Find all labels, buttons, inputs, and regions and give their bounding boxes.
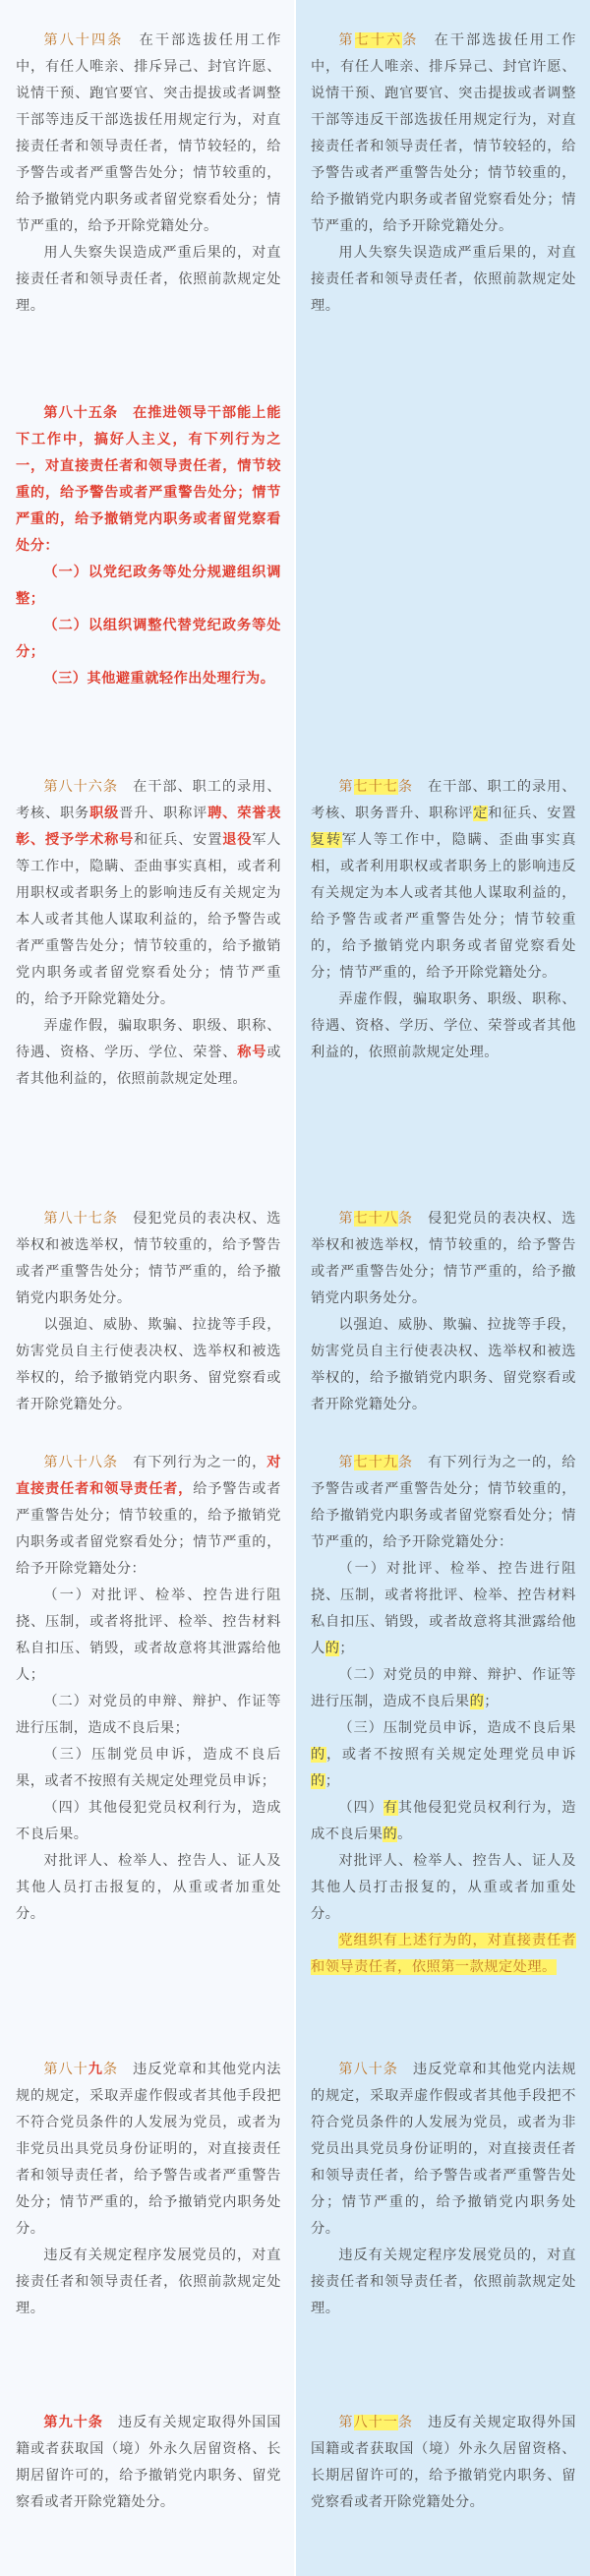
article-body-2: 用人失察失误造成严重后果的，对直接责任者和领导责任者，依照前款规定处理。: [16, 245, 281, 314]
article-number-highlight: 七十六: [354, 32, 403, 48]
article-number: 第八十六条: [43, 779, 119, 795]
article-88-left: 第八十八条 有下列行为之一的，对直接责任者和领导责任者，给予警告或者严重警告处分；情节较重的，给予撤销党内职务或者留党察看处分；情节严重的，给予开除党籍处分： （一）对批评、检举、控告进行阻挠、压制，或者将批评、检举、控告材料私自扣压、销毁，或者故意将其泄露给他人； （二）对党员的申辩、辩护、作证等进行压制，造成不良后果； （三）压制党员申诉，造成不良后果，或者不按照有关规定处理党员申诉； （四）其他侵犯党员权利行为，造成不良后果。 对批评人、检举人、控告人、证人及其他人员打击报复的，从重或者加重处分。: [16, 1455, 281, 1922]
article-85-left: [0, 400, 295, 692]
article-85-item-3: （三）其他避重就轻作出处理行为。: [43, 671, 275, 687]
article-85-item-1: （一）以党纪政务等处分规避组织调整；: [16, 565, 281, 607]
added-clause-highlight: 党组织有上述行为的，对直接责任者和领导责任者，依照第一款规定处理。: [311, 1933, 576, 1975]
article-body-2: 弄虚作假，骗取职务、职级、职称、待遇、资格、学历、学位、荣誉或者其他利益的，依照前款规定处理。: [311, 991, 576, 1060]
article-85-body: 第八十五条 在推进领导干部能上能下工作中，搞好人主义，有下列行为之一，对直接责任者和领导责任者，情节较重的，给予警告或者严重警告处分；情节严重的，给予撤销党内职务或者留党察看处分：: [16, 405, 281, 554]
article-body-2: 用人失察失误造成严重后果的，对直接责任者和领导责任者，依照前款规定处理。: [311, 245, 576, 314]
article-79-right: 第七十九条 有下列行为之一的，给予警告或者严重警告处分；情节较重的，给予撤销党内职务或者留党察看处分；情节严重的，给予开除党籍处分： （一）对批评、检举、控告进行阻挠、压制，或者将批评、检举、控告材料私自扣压、销毁，或者故意将其泄露给他人的； （二）对党员的申辩、辩护、作证等进行压制，造成不良后果的； （三）压制党员申诉，造成不良后果的，或者不按照有关规定处理党员申诉的； （四）有其他侵犯党员权利行为，造成不良后果的。 对批评人、检举人、控告人、证人及其他人员打击报复的，从重或者加重处分。 党组织有上述行为的，对直接责任者和领导责任者，依照第一款规定处理。: [311, 1455, 576, 1975]
article-number-change: 九: [88, 2062, 103, 2077]
article-90-left: 第九十条 违反有关规定取得外国国籍或者获取国（境）外永久居留资格、长期居留许可的，给予撤销党内职务、留党察看或者开除党籍处分。: [16, 2415, 281, 2510]
article-76-right: 第七十六条 在干部选拔任用工作中，有任人唯亲、排斥异己、封官许愿、说情干预、跑官要官、突击提拔或者调整干部等违反干部选拔任用规定行为，对直接责任者和领导责任者，情节较轻的，给予警告或者严重警告处分；情节较重的，给予撤销党内职务或者留党察看处分；情节严重的，给予开除党籍处分。 用人失察失误造成严重后果的，对直接责任者和领导责任者，依照前款规定处理。: [295, 28, 590, 320]
article-89-left: 第八十九条 违反党章和其他党内法规的规定，采取弄虚作假或者其他手段把不符合党员条件的人发展为党员，或者为非党员出具党员身份证明的，对直接责任者和领导责任者，给予警告或者严重警告处分；情节严重的，给予撤销党内职务处分。 违反有关规定程序发展党员的，对直接责任者和领导责任者，依照前款规定处理。: [0, 2057, 295, 2322]
article-81-right: 第八十一条 违反有关规定取得外国国籍或者获取国（境）外永久居留资格、长期居留许可的，给予撤销党内职务、留党察看或者开除党籍处分。: [311, 2415, 576, 2510]
article-87-left: 第八十七条 侵犯党员的表决权、选举权和被选举权，情节较重的，给予警告或者严重警告处分；情节严重的，给予撤销党内职务处分。 以强迫、威胁、欺骗、拉拢等手段，妨害党员自主行使表决权、选举权和被选举权的，给予撤销党内职务、留党察看或者开除党籍处分。: [0, 1206, 295, 1418]
article-80-right: 第八十条 违反党章和其他党内法规的规定，采取弄虚作假或者其他手段把不符合党员条件的人发展为党员，或者为非党员出具党员身份证明的，对直接责任者和领导责任者，给予警告或者严重警告处分；情节严重的，给予撤销党内职务处分。 违反有关规定程序发展党员的，对直接责任者和领导责任者，依照前款规定处理。: [295, 2057, 590, 2322]
article-78-right: 第七十八条 侵犯党员的表决权、选举权和被选举权，情节较重的，给予警告或者严重警告处分；情节严重的，给予撤销党内职务处分。 以强迫、威胁、欺骗、拉拢等手段，妨害党员自主行使表决权、选举权和被选举权的，给予撤销党内职务、留党察看或者开除党籍处分。: [295, 1206, 590, 1418]
article-number: 第八十四条: [43, 32, 124, 48]
article-body: 在干部选拔任用工作中，有任人唯亲、排斥异己、封官许愿、说情干预、跑官要官、突击提拔或者调整干部等违反干部选拔任用规定行为，对直接责任者和领导责任者，情节较轻的，给予警告或者严重警告处分；情节较重的，给予撤销党内职务或者留党察看处分；情节严重的，给予开除党籍处分。: [16, 32, 281, 234]
article-body-2: 违反有关规定程序发展党员的，对直接责任者和领导责任者，依照前款规定处理。: [16, 2247, 281, 2316]
article-number: 第八十条: [338, 2062, 398, 2077]
article-84-left: [0, 28, 295, 320]
article-77-right: 第七十七条 在干部、职工的录用、考核、职务晋升、职称评定和征兵、安置复转军人等工作中，隐瞒、歪曲事实真相，或者利用职权或者职务上的影响违反有关规定为本人或者其他人谋取利益的，给予警告或者严重警告处分；情节较重的，给予撤销党内职务或者留党察看处分；情节严重的，给予开除党籍处分。 弄虚作假，骗取职务、职级、职称、待遇、资格、学历、学位、荣誉或者其他利益的，依照前款规定处理。: [295, 774, 590, 1066]
article-body-2: 以强迫、威胁、欺骗、拉拢等手段，妨害党员自主行使表决权、选举权和被选举权的，给予撤销党内职务、留党察看或者开除党籍处分。: [311, 1317, 576, 1412]
article-number-highlight: 七十八: [353, 1211, 398, 1227]
article-number: 第八十七条: [43, 1211, 119, 1227]
article-number: 第八十八条: [43, 1455, 119, 1470]
article-85-item-2: （二）以组织调整代替党纪政务等处分；: [16, 618, 281, 660]
article-86-left: 第八十六条 在干部、职工的录用、考核、职务职级晋升、职称评聘、荣誉表彰、授予学术称号和征兵、安置退役军人等工作中，隐瞒、歪曲事实真相，或者利用职权或者职务上的影响违反有关规定为本人或者其他人谋取利益的，给予警告或者严重警告处分；情节较重的，给予撤销党内职务或者留党察看处分；情节严重的，给予开除党籍处分。 弄虚作假，骗取职务、职级、职称、待遇、资格、学历、学位、荣誉、称号或者其他利益的，依照前款规定处理。: [16, 779, 281, 1087]
article-number-highlight: 七十九: [353, 1455, 398, 1470]
article-body: 在干部选拔任用工作中，有任人唯亲、排斥异己、封官许愿、说情干预、跑官要官、突击提拔或者调整干部等违反干部选拔任用规定行为，对直接责任者和领导责任者，情节较轻的，给予警告或者严重警告处分；情节较重的，给予撤销党内职务或者留党察看处分；情节严重的，给予开除党籍处分。: [311, 32, 576, 234]
article-body-2: 违反有关规定程序发展党员的，对直接责任者和领导责任者，依照前款规定处理。: [311, 2247, 576, 2316]
article-number-highlight: 八十一: [353, 2415, 398, 2430]
article-number-highlight: 七十七: [353, 779, 398, 795]
article-number: 第九十条: [43, 2415, 103, 2430]
article-body-2: 以强迫、威胁、欺骗、拉拢等手段，妨害党员自主行使表决权、选举权和被选举权的，给予撤销党内职务、留党察看或者开除党籍处分。: [16, 1317, 281, 1412]
